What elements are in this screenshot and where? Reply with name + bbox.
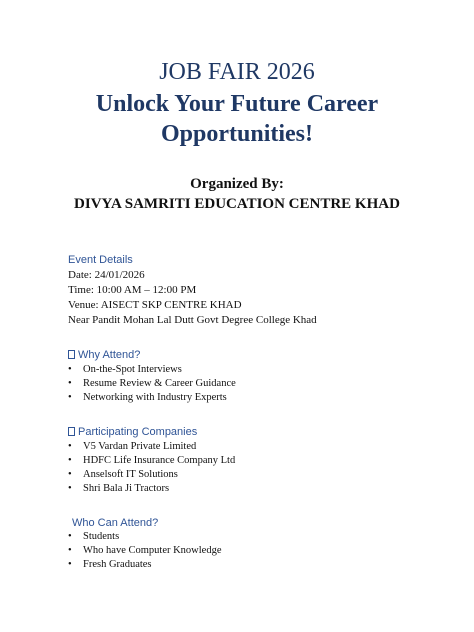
bullet-icon: • bbox=[68, 483, 72, 494]
why-attend-heading-text: Why Attend? bbox=[78, 349, 141, 361]
title-line-2: Unlock Your Future Career bbox=[95, 91, 379, 117]
event-address: Near Pandit Mohan Lal Dutt Govt Degree College Khad bbox=[68, 314, 317, 326]
who-can-attend-heading: Who Can Attend? bbox=[72, 517, 159, 529]
event-date: Date: 24/01/2026 bbox=[68, 269, 145, 281]
bullet-icon: • bbox=[68, 545, 72, 556]
bullet-icon: • bbox=[68, 364, 72, 375]
missing-glyph-icon bbox=[68, 427, 75, 436]
companies-heading bbox=[68, 425, 197, 439]
bullet-icon: • bbox=[68, 531, 72, 542]
bullet-icon: • bbox=[68, 455, 72, 466]
title-line-1: JOB FAIR 2026 bbox=[159, 59, 315, 85]
why-attend-heading bbox=[68, 348, 140, 362]
bullet-icon: • bbox=[68, 441, 72, 452]
bullet-icon: • bbox=[68, 469, 72, 480]
title-line-3: Opportunities! bbox=[160, 121, 313, 147]
organizer-name: DIVYA SAMRITI EDUCATION CENTRE KHAD bbox=[74, 196, 400, 212]
organizer-label: Organized By: bbox=[190, 176, 284, 192]
bullet-icon: • bbox=[68, 559, 72, 570]
bullet-icon: • bbox=[68, 392, 72, 403]
document-page: JOB FAIR 2026 Unlock Your Future Career Opportunities! Organized By: DIVYA SAMRITI EDUCATION CENTRE KHAD Event Details Date: 24/01/2026 Time: 10:00 AM – 12:00 PM Venue: AISECT SKP CENTRE KHAD Near Pandit Mohan Lal Dutt Govt Degree College Khad Why Attend? • On-the-Spot Interviews • Resume Review & Career Guidance • Networking with Industry Experts Participating Companies • V5 Vardan Private Limited • HDFC Life Insurance Company Ltd • Anselsoft IT Solutions • Shri Bala Ji Tractors Who Can Attend? • Students • Who have Computer Knowledge • Fresh Graduates bbox=[0, 0, 474, 632]
bullet-icon: • bbox=[68, 378, 72, 389]
event-details-heading: Event Details bbox=[68, 254, 133, 266]
missing-glyph-icon bbox=[68, 350, 75, 359]
event-time: Time: 10:00 AM – 12:00 PM bbox=[68, 284, 197, 296]
event-venue: Venue: AISECT SKP CENTRE KHAD bbox=[68, 299, 242, 311]
companies-heading-text: Participating Companies bbox=[78, 426, 198, 438]
